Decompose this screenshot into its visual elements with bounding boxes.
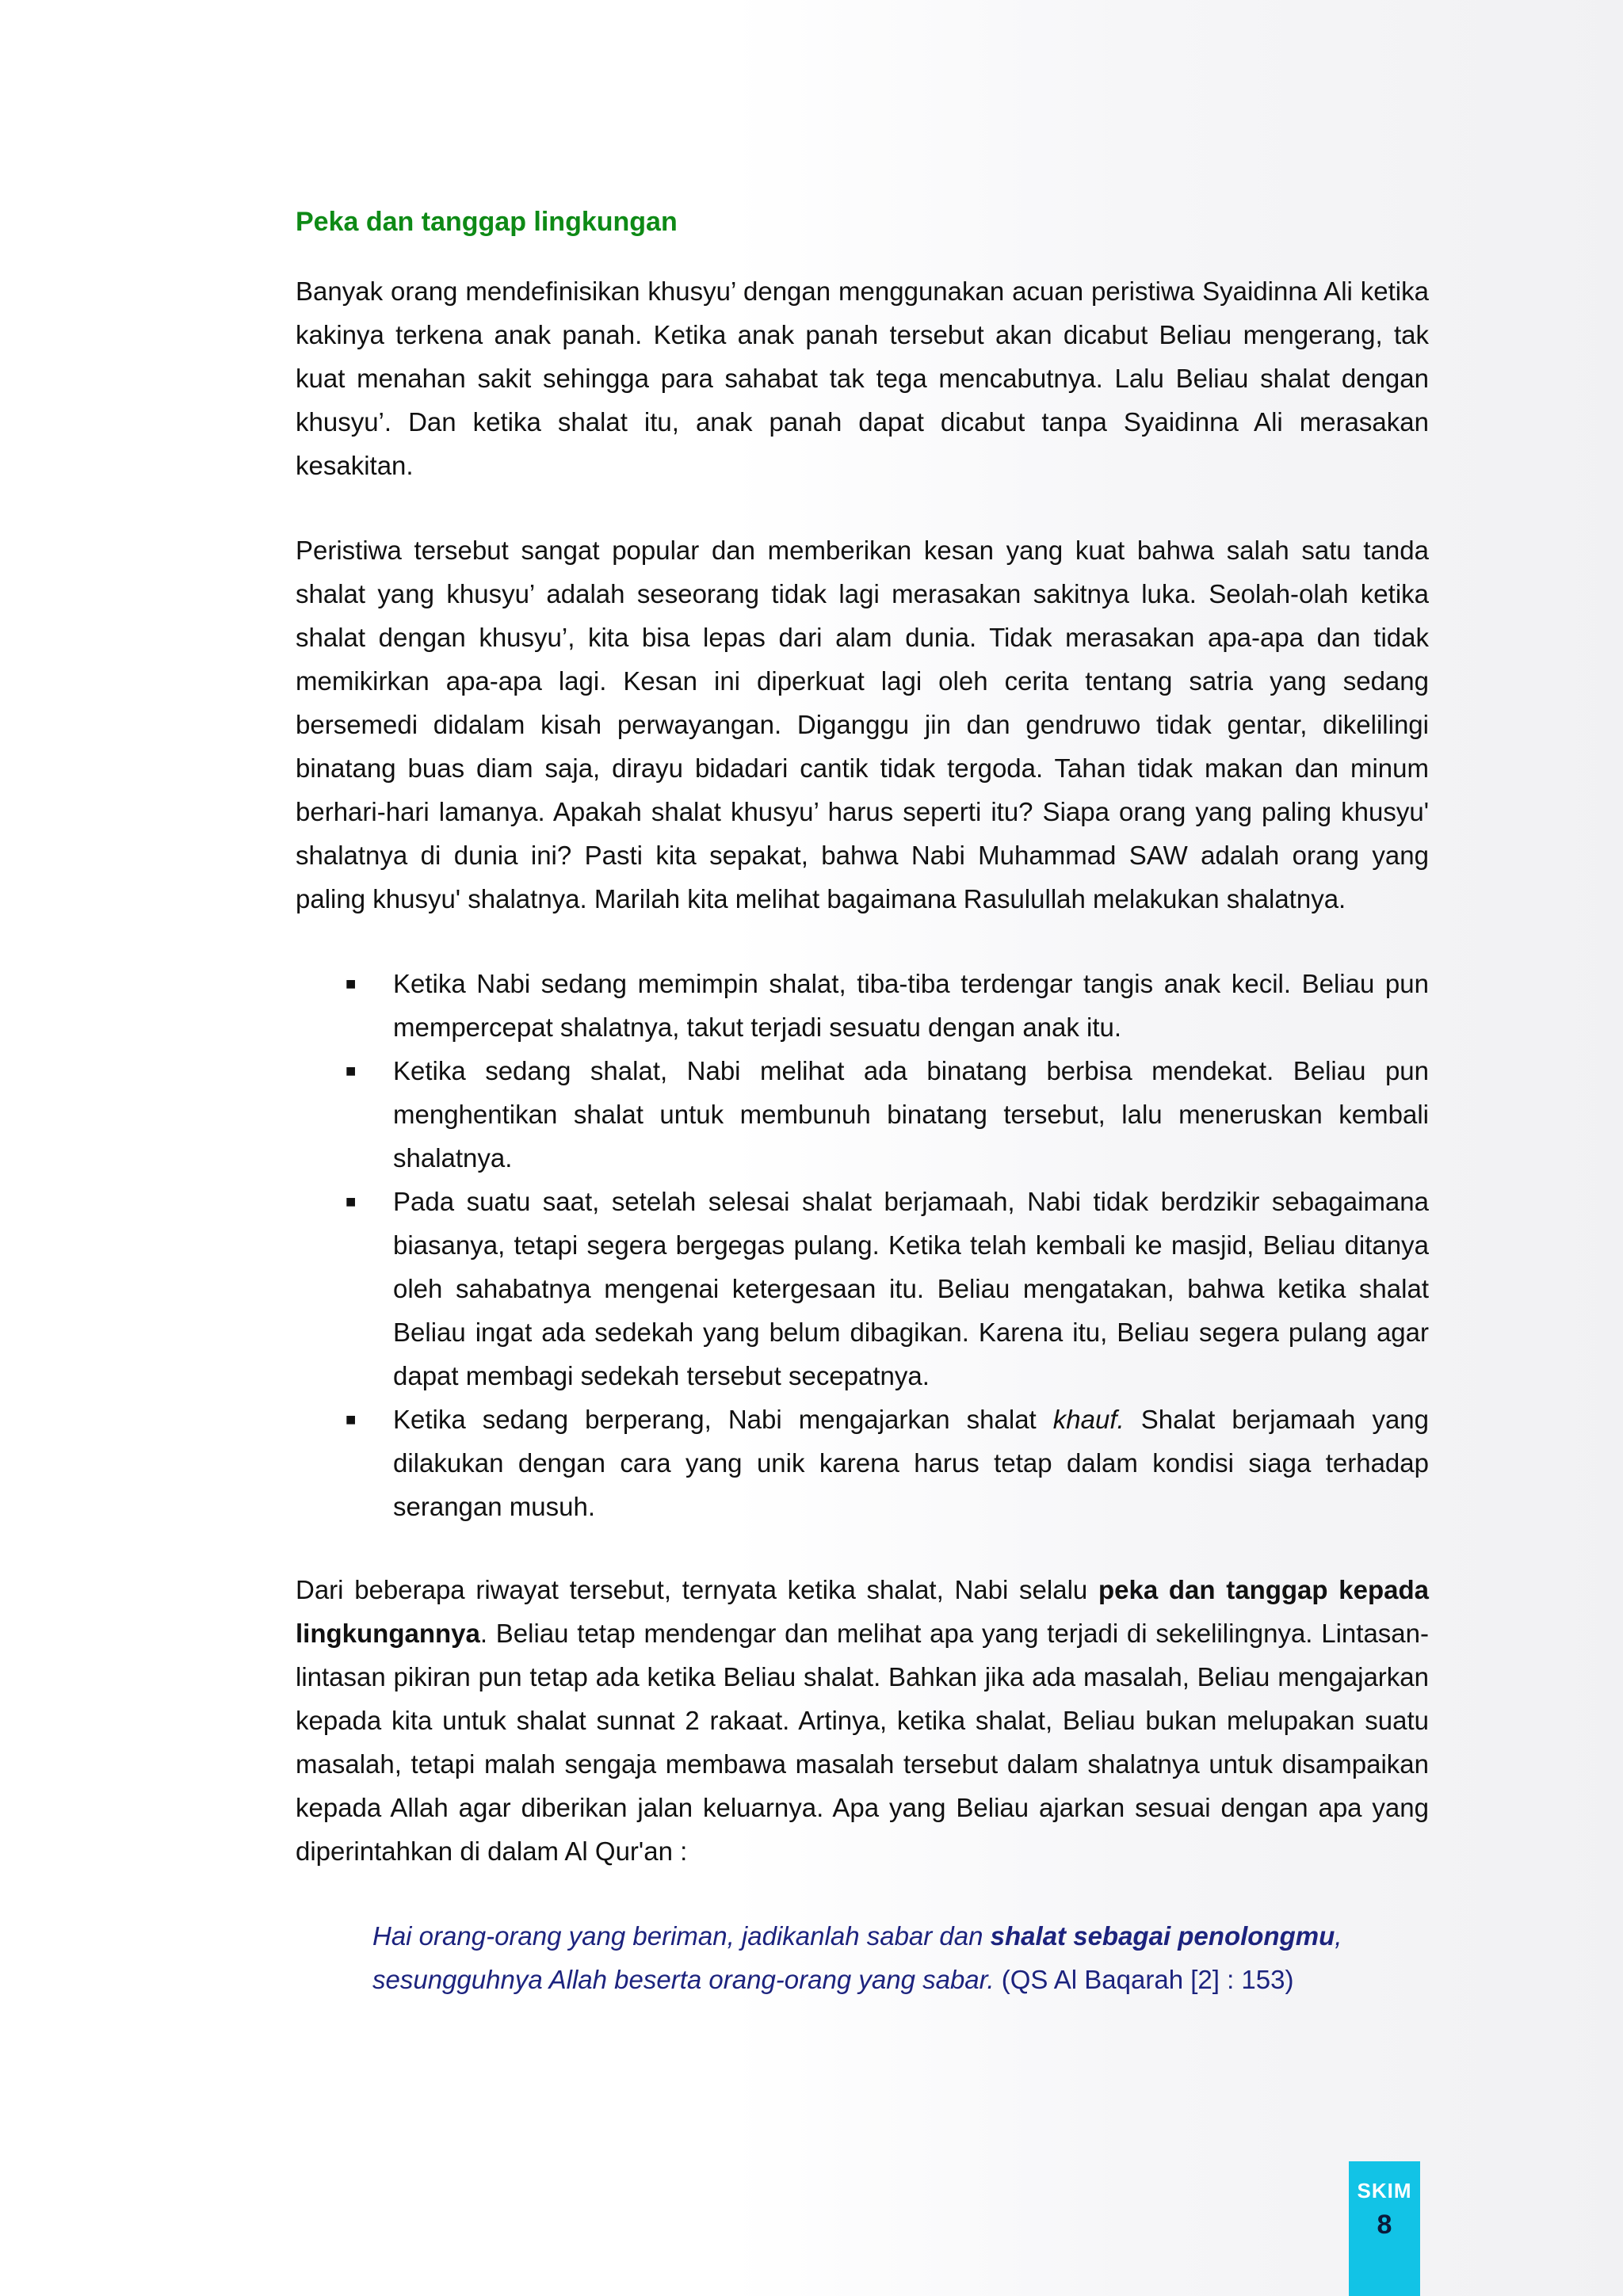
square-bullet-icon: ■ <box>346 1061 357 1081</box>
list-item <box>346 1398 1430 1528</box>
square-bullet-icon: ■ <box>346 1409 357 1429</box>
list-item-text-post: Shalat berjamaah yang dilakukan dengan cara yang unik karena harus tetap dalam kondisi siaga terhadap serangan musuh. <box>393 1405 1430 1521</box>
list-item-text: Ketika sedang shalat, Nabi melihat ada binatang berbisa mendekat. Beliau pun menghentikan shalat untuk membunuh binatang tersebut, lalu meneruskan kembali shalatnya. <box>393 1056 1429 1173</box>
list-item <box>346 1049 1429 1180</box>
paragraph-2: Peristiwa tersebut sangat popular dan memberikan kesan yang kuat bahwa salah satu tanda shalat yang khusyu’ adalah seseorang tidak lagi merasakan sakitnya luka. Seolah-olah ketika shalat dengan khusyu’, kita bisa lepas dari alam dunia. Tidak merasakan apa-apa dan tidak memikirkan apa-apa lagi. Kesan ini diperkuat lagi oleh cerita tentang satria yang sedang bersemedi didalam kisah perwayangan. Diganggu jin dan gendruwo tidak gentar, dikelilingi binatang buas diam saja, dirayu bidadari cantik tidak tergoda. Tahan tidak makan dan minum berhari-hari lamanya. Apakah shalat khusyu’ harus seperti itu? Siapa orang yang paling khusyu' shalatnya di dunia ini? Pasti kita sepakat, bahwa Nabi Muhammad SAW adalah orang yang paling khusyu' shalatnya. Marilah kita melihat bagaimana Rasulullah melakukan shalatnya. <box>296 536 1429 913</box>
badge-label: SKIM <box>1357 2179 1412 2203</box>
bullet-list <box>296 962 1429 1528</box>
quran-quote <box>372 1914 1429 2001</box>
paragraph-3-post: . Beliau tetap mendengar dan melihat apa yang terjadi di sekelilingnya. Lintasan-lintasan pikiran pun tetap ada ketika Beliau shalat. Bahkan jika ada masalah, Beliau mengajarkan kepada kita untuk shalat sunnat 2 rakaat. Artinya, ketika shalat, Beliau bukan melupakan suatu masalah, tetapi malah sengaja membawa masalah tersebut dalam shalatnya untuk disampaikan kepada Allah agar diberikan jalan keluarnya. Apa yang Beliau ajarkan sesuai dengan apa yang diperintahkan di dalam Al Qur'an : <box>296 1619 1429 1866</box>
list-item-text-pre: Ketika sedang berperang, Nabi mengajarkan shalat <box>393 1405 1053 1434</box>
paragraph-3-pre: Dari beberapa riwayat tersebut, ternyata ketika shalat, Nabi selalu <box>296 1575 1098 1604</box>
paragraph-3-emphasis: peka dan tanggap kepada lingkungannya <box>296 1575 1429 1648</box>
paragraph-1: Banyak orang mendefinisikan khusyu’ dengan menggunakan acuan peristiwa Syaidinna Ali ketika kakinya terkena anak panah. Ketika anak panah tersebut akan dicabut Beliau mengerang, tak kuat menahan sakit sehingga para sahabat tak tega mencabutnya. Lalu Beliau shalat dengan khusyu’. Dan ketika shalat itu, anak panah dapat dicabut tanpa Syaidinna Ali merasakan kesakitan. <box>296 277 1429 480</box>
quote-text-post: , sesungguhnya Allah beserta orang-orang yang sabar. <box>372 1921 1342 1994</box>
document-body <box>296 198 1429 2001</box>
list-item-text: Ketika Nabi sedang memimpin shalat, tiba-tiba terdengar tangis anak kecil. Beliau pun mempercepat shalatnya, takut terjadi sesuatu dengan anak itu. <box>393 969 1429 1042</box>
list-item <box>346 1180 1429 1398</box>
quote-text-pre: Hai orang-orang yang beriman, jadikanlah sabar dan <box>372 1921 991 1951</box>
square-bullet-icon: ■ <box>346 974 357 994</box>
list-item-italic-term: khauf. <box>1052 1405 1125 1434</box>
quote-emphasis: shalat sebagai penolongmu <box>990 1921 1335 1951</box>
list-item <box>346 962 1429 1049</box>
paragraph-3 <box>296 1568 1429 1873</box>
list-item-text: Pada suatu saat, setelah selesai shalat berjamaah, Nabi tidak berdzikir sebagaimana biasanya, tetapi segera bergegas pulang. Ketika telah kembali ke masjid, Beliau ditanya oleh sahabatnya mengenai ketergesaan itu. Beliau mengatakan, bahwa ketika shalat Beliau ingat ada sedekah yang belum dibagikan. Karena itu, Beliau segera pulang agar dapat membagi sedekah tersebut secepatnya. <box>393 1187 1429 1390</box>
square-bullet-icon: ■ <box>346 1192 357 1211</box>
quote-reference: (QS Al Baqarah [2] : 153) <box>994 1965 1294 1994</box>
section-heading: Peka dan tanggap lingkungan <box>296 207 678 237</box>
page-number-badge <box>1349 2161 1420 2296</box>
page-number: 8 <box>1377 2210 1392 2240</box>
